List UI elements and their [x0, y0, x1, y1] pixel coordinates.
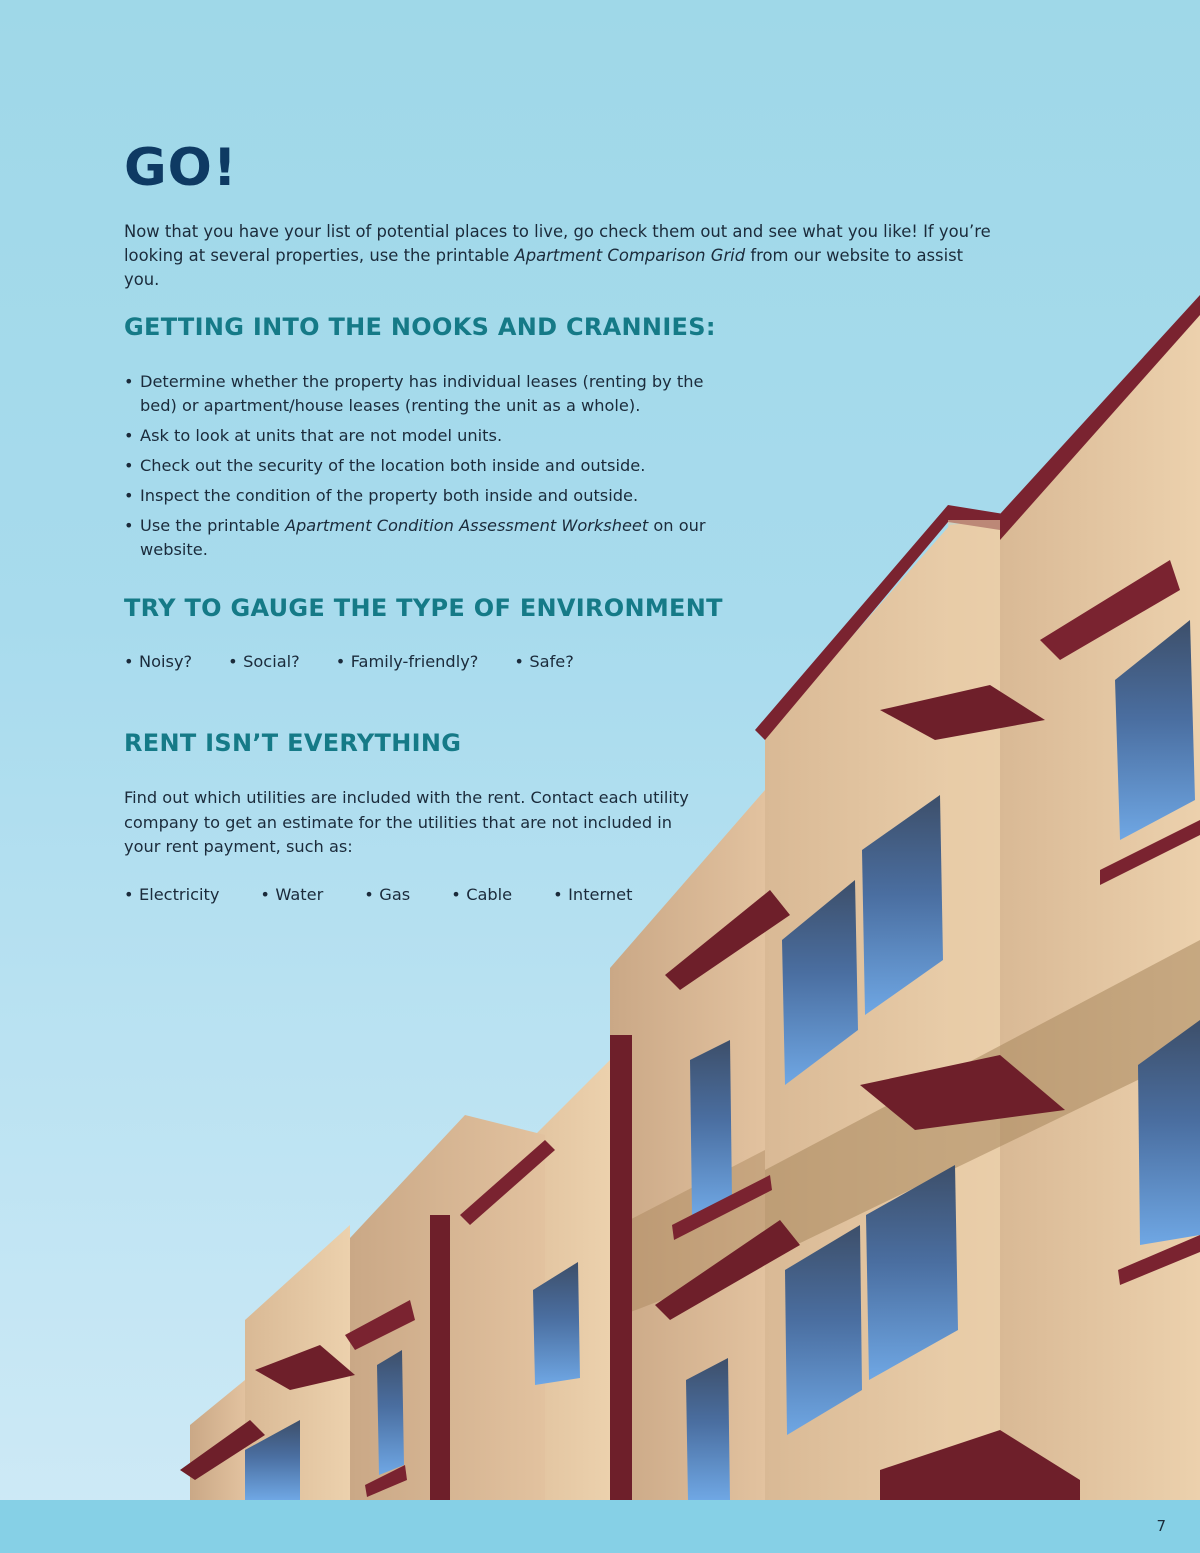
list-item: • Inspect the condition of the property both inside and outside.	[124, 484, 724, 508]
intro-text: Now that you have your list of potential places to live, go check them out and see what you like! If you’re looking at several properties, use the printable	[124, 222, 991, 265]
list-item: • Determine whether the property has individual leases (renting by the bed) or apartment/house leases (renting the unit as a whole).	[124, 370, 724, 418]
intro-paragraph	[124, 220, 994, 292]
list-item: • Cable	[451, 883, 512, 907]
intro-emphasis: Apartment Comparison Grid	[514, 246, 746, 265]
list-item: • Social?	[228, 650, 300, 674]
page-number: 7	[1156, 1517, 1166, 1535]
intro-text-end: from our website to assist you.	[124, 246, 964, 289]
nooks-heading: GETTING INTO THE NOOKS AND CRANNIES:	[124, 313, 716, 341]
list-item: • Water	[260, 883, 323, 907]
list-item	[124, 514, 724, 562]
list-item: • Check out the security of the location both inside and outside.	[124, 454, 724, 478]
list-item: • Ask to look at units that are not model units.	[124, 424, 724, 448]
list-item-text: Use the printable	[140, 516, 285, 535]
environment-heading: TRY TO GAUGE THE TYPE OF ENVIRONMENT	[124, 594, 723, 622]
list-item: • Gas	[364, 883, 410, 907]
list-item: • Family-friendly?	[336, 650, 479, 674]
rent-heading: RENT ISN’T EVERYTHING	[124, 729, 462, 757]
environment-list	[124, 650, 610, 674]
page-title: GO!	[124, 138, 238, 198]
list-item: • Internet	[553, 883, 632, 907]
footer-bar	[0, 1500, 1200, 1553]
nooks-list	[124, 370, 724, 568]
rent-paragraph: Find out which utilities are included with the rent. Contact each utility company to get an estimate for the utilities that are not included in your rent payment, such as:	[124, 788, 689, 856]
list-item: • Safe?	[514, 650, 573, 674]
list-item: • Noisy?	[124, 650, 192, 674]
list-item-emphasis: Apartment Condition Assessment Worksheet	[284, 516, 649, 535]
list-item-text-end: on our website.	[140, 516, 706, 559]
utilities-list	[124, 883, 673, 907]
list-item: • Electricity	[124, 883, 219, 907]
